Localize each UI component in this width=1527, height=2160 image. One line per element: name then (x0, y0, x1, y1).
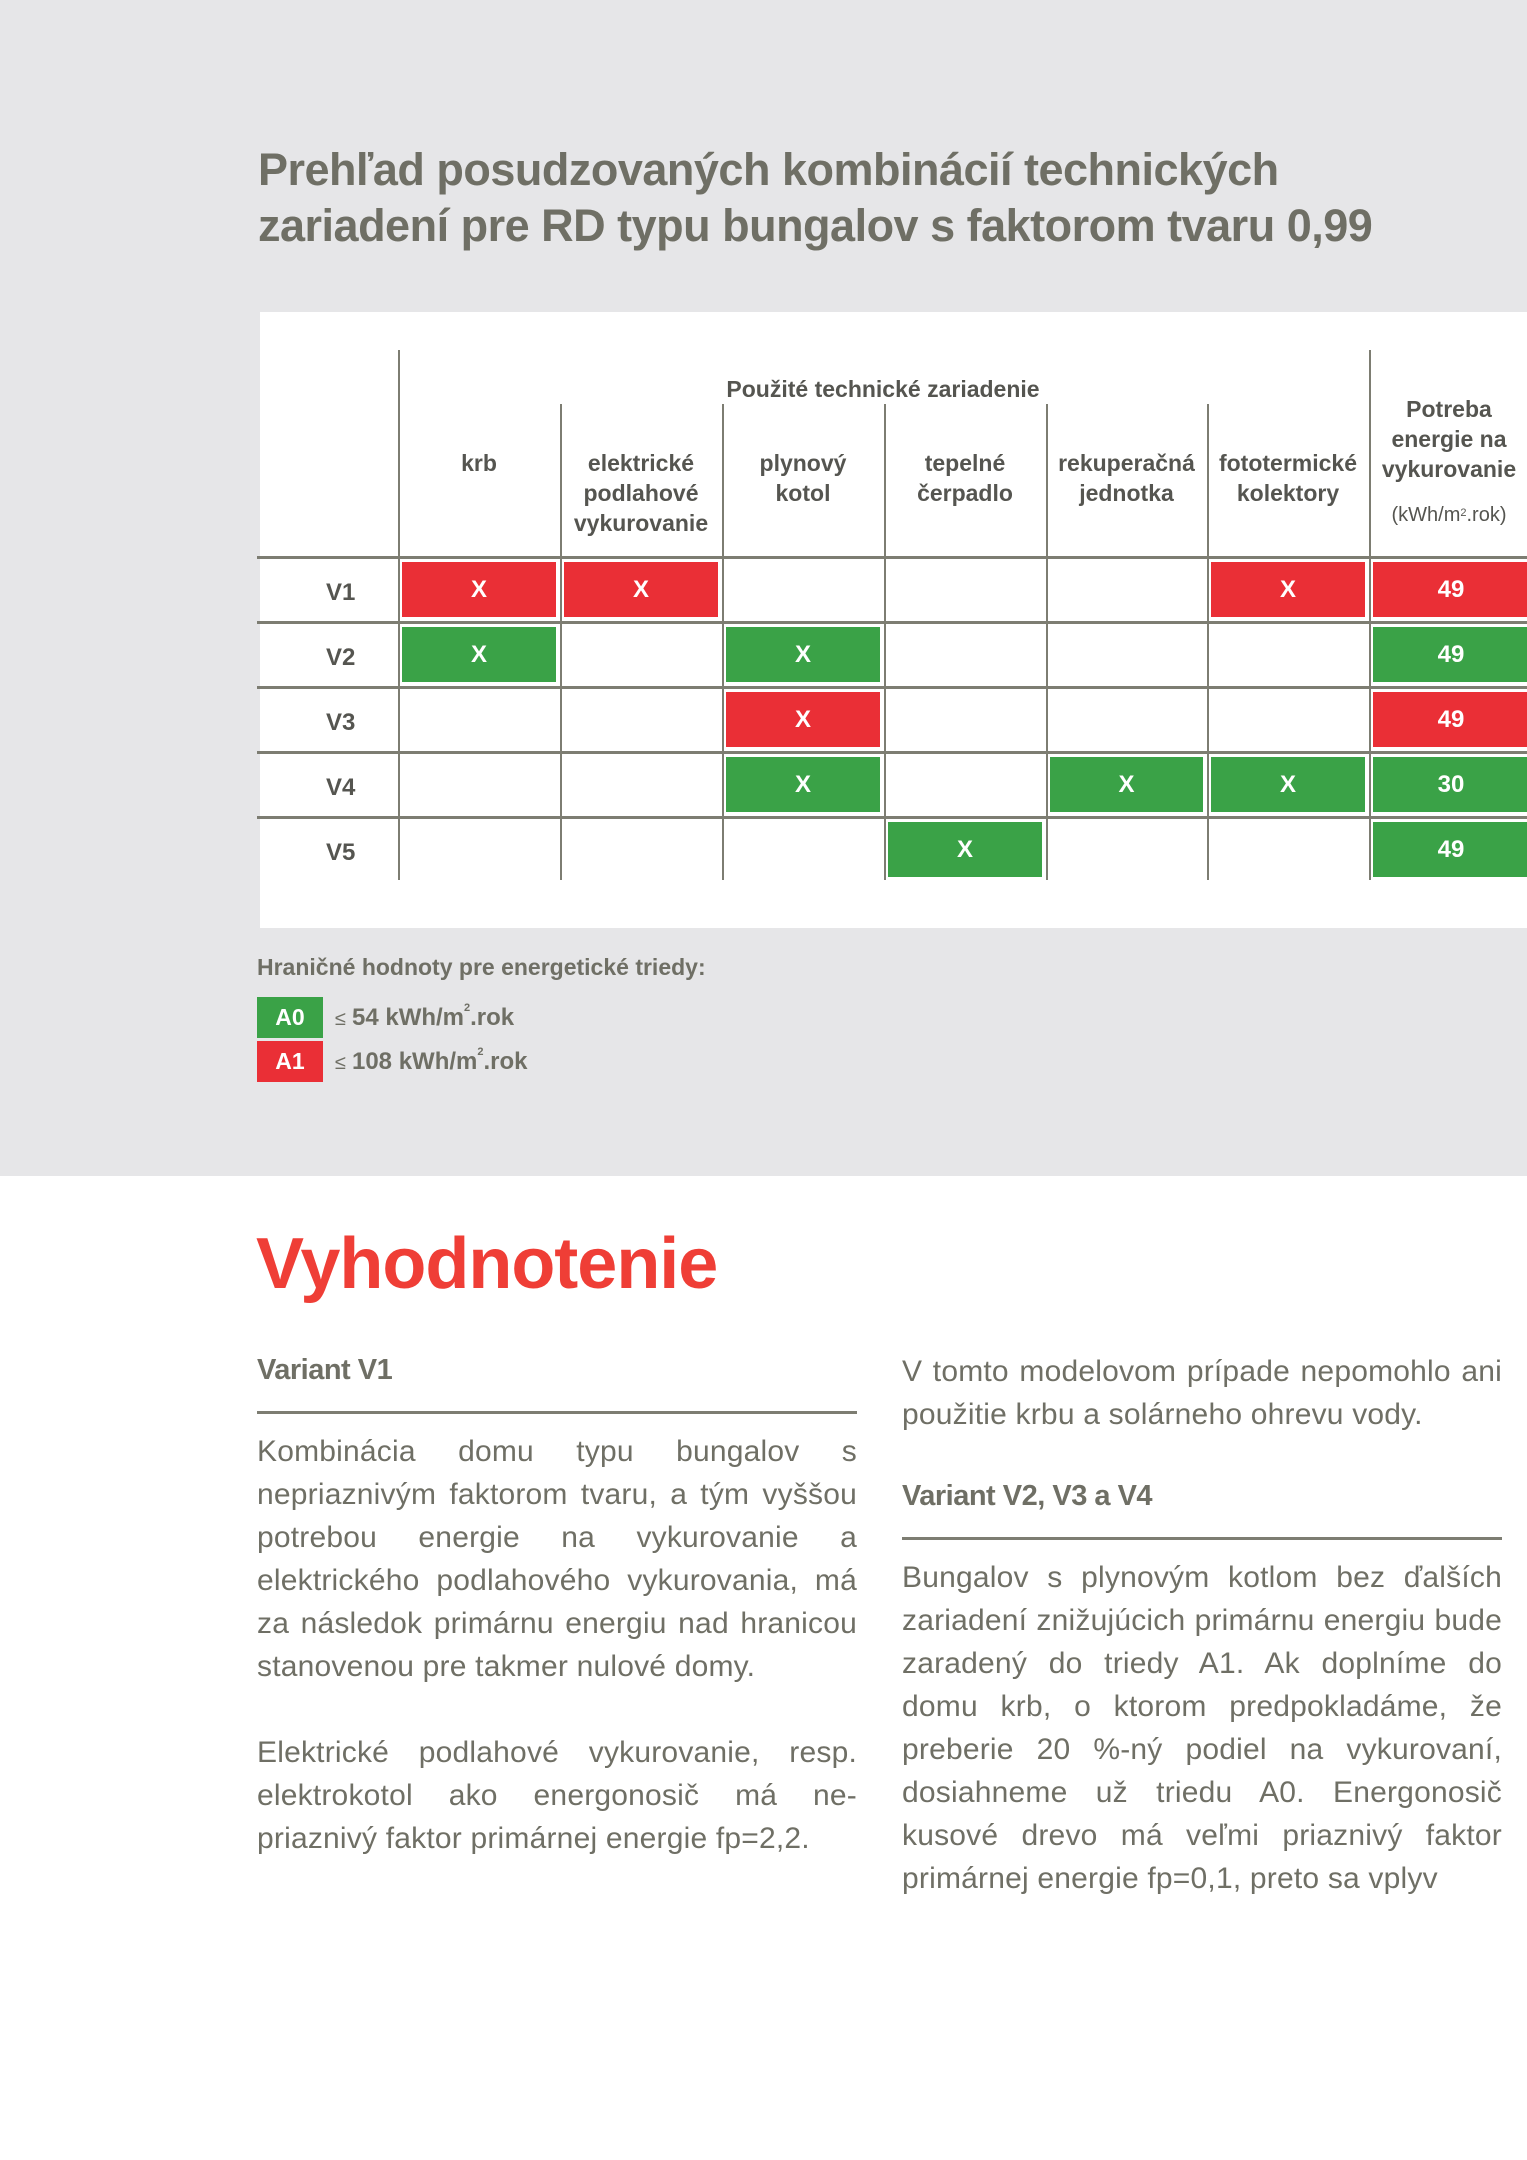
marked-cell: X (402, 562, 556, 617)
energy-value: 49 (1373, 562, 1527, 617)
marked-cell: X (888, 822, 1042, 877)
energy-value: 49 (1373, 627, 1527, 682)
grid-line (398, 350, 400, 880)
title-line-2: zariadení pre RD typu bungalov s faktorom tvaru 0,99 (258, 200, 1373, 251)
section-title: Vyhodnotenie (256, 1224, 718, 1304)
energy-header-text: vykurovanie (1381, 456, 1517, 482)
grid-line (257, 621, 1527, 624)
column-header (1207, 448, 1369, 508)
paragraph: V tomto modelovom prípade nepomohlo ani použitie krbu a solárneho ohrevu vody. (902, 1355, 1502, 1431)
page-title (258, 142, 1458, 254)
group-header: Použité technické zariadenie (726, 376, 1040, 402)
evaluation-right-column (902, 1350, 1502, 1900)
evaluation-left-column (257, 1350, 857, 1860)
column-header (884, 448, 1046, 508)
column-header-text: krb (461, 450, 497, 476)
class-badge: A0 (257, 997, 323, 1038)
variant-v1-heading: Variant V1 (257, 1354, 393, 1386)
column-header-text: tepelné (924, 450, 1006, 476)
column-header-text: plynový (759, 450, 847, 476)
energy-header-text: energie na (1391, 426, 1507, 452)
column-header-text: podlahové (583, 480, 699, 506)
column-header (398, 448, 560, 508)
paragraph: Elektrické podlahové vykurovanie, resp. elektrokotol ako energonosič má ne-priaznivý faktor primárnej energie fp=2,2. (257, 1736, 857, 1855)
energy-value: 49 (1373, 822, 1527, 877)
divider (257, 1411, 857, 1414)
row-label: V5 (326, 839, 356, 866)
row-label: V2 (326, 644, 356, 671)
divider (902, 1537, 1502, 1540)
marked-cell: X (1211, 562, 1365, 617)
column-header-text: vykurovanie (573, 510, 709, 536)
marked-cell: X (402, 627, 556, 682)
column-header-text: elektrické (587, 450, 695, 476)
energy-unit: $(kWh/m^2.rok)$ (1391, 504, 1507, 526)
energy-header-text: Potreba (1406, 396, 1492, 422)
grid-line (257, 816, 1527, 819)
marked-cell: X (564, 562, 718, 617)
grid-line (257, 556, 1527, 559)
class-threshold: ≤ 108 kWh/$m^2.rok$ (335, 1045, 528, 1075)
energy-value: 49 (1373, 692, 1527, 747)
marked-cell: X (726, 692, 880, 747)
marked-cell: X (726, 757, 880, 812)
variant-v2-v4-heading: Variant V2, V3 a V4 (902, 1480, 1153, 1512)
grid-line (257, 686, 1527, 689)
title-line-1: Prehľad posudzovaných kombinácií technických (258, 144, 1279, 195)
column-header-text: jednotka (1079, 480, 1174, 506)
column-header (560, 448, 722, 538)
combinations-table-panel (260, 312, 1527, 928)
legend-title: Hraničné hodnoty pre energetické triedy: (257, 954, 706, 980)
energy-column-header (1369, 394, 1527, 530)
column-header-text: čerpadlo (917, 480, 1013, 506)
marked-cell: X (726, 627, 880, 682)
class-badge: A1 (257, 1041, 323, 1082)
column-header-text: kolektory (1236, 480, 1340, 506)
paragraph: Kombinácia domu typu bungalov s nepriaznivým faktorom tvaru, a tým vyššou potrebou energie na vykurovanie a elektrického podlahového vykurovania, má za následok primárnu energiu nad hranicou stanovenou pre takmer nulové domy. (257, 1435, 857, 1683)
column-header-text: fototermické (1218, 450, 1358, 476)
grid-line (257, 751, 1527, 754)
row-label: V3 (326, 709, 356, 736)
column-header (722, 448, 884, 508)
row-label: V1 (326, 579, 356, 606)
marked-cell: X (1211, 757, 1365, 812)
legend-item (257, 997, 514, 1038)
marked-cell: X (1050, 757, 1203, 812)
legend-item (257, 1041, 528, 1082)
energy-value: 30 (1373, 757, 1527, 812)
paragraph: Bungalov s plynovým kotlom bez ďalších zariadení znižujúcich primárnu energiu bude zaradený do triedy A1. Ak doplníme do domu krb, o ktorom predpokladáme, že preberie 20 %-ný podiel na vykurovaní, dosiahneme už triedu A0. Energonosič kusové drevo má veľmi priaznivý faktor primárnej energie fp=0,1, preto sa vplyv (902, 1561, 1502, 1895)
row-label: V4 (326, 774, 356, 801)
class-threshold: ≤ 54 kWh/$m^2.rok$ (335, 1001, 515, 1031)
column-header-text: kotol (775, 480, 831, 506)
column-header-text: rekuperačná (1058, 450, 1195, 476)
column-header (1046, 448, 1207, 508)
combinations-table (260, 312, 1527, 928)
